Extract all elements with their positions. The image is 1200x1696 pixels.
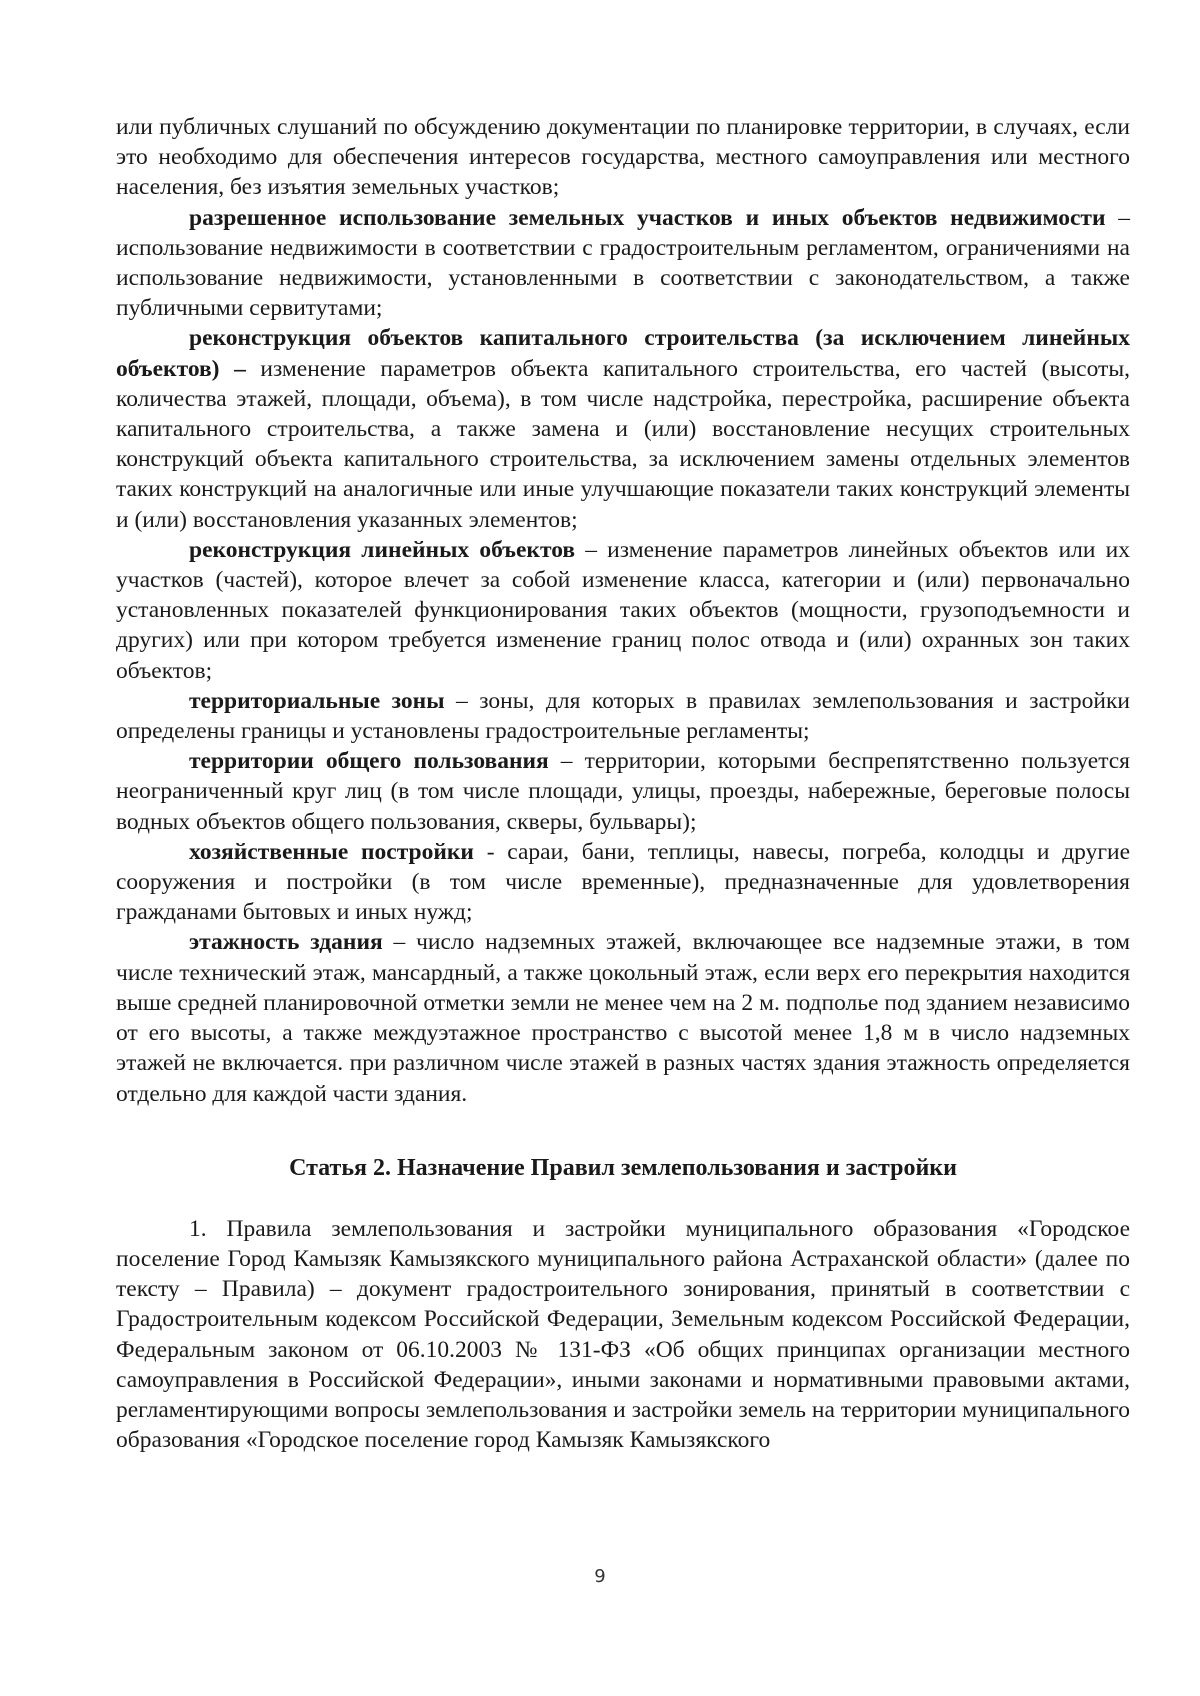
definition-text: изменение параметров линейных объектов или их участков (частей), которое влечет за собой изменение класса, категории и (или) первоначально установленных показателей функционирования таких объектов (мощности, грузоподъемности и других) или при котором требуется изменение границ полос отвода и (или) охранных зон таких объектов; [116, 536, 1130, 684]
definition-outbuildings [116, 837, 1130, 928]
definition-text: сараи, бани, теплицы, навесы, погреба, колодцы и другие сооружения и постройки (в том числе временные), предназначенные для удовлетворения гражданами бытовых и иных нужд; [116, 838, 1131, 926]
definition-separator: – [575, 536, 608, 563]
definition-separator: - [473, 838, 508, 865]
article-heading: Статья 2. Назначение Правил землепользования и застройки [289, 1154, 957, 1181]
definition-separator: – [548, 748, 585, 775]
intro-paragraph: или публичных слушаний по обсуждению документации по планировке территории, в случаях, если это необходимо для обеспечения интересов государства, местного самоуправления или местного населения, без изъятия земельных участков; [116, 114, 1130, 201]
definition-permitted-use [116, 203, 1130, 324]
definition-separator: – [382, 929, 417, 956]
definition-term: разрешенное использование земельных участков и иных объектов недвижимости [189, 204, 1106, 231]
definition-text: изменение параметров объекта капитального строительства, его частей (высоты, количества этажей, площади, объема), в том числе надстройка, перестройка, расширение объекта капитального строительства, а также замена и (или) восстановление несущих строительных конструкций объекта капитального строительства, за исключением замены отдельных элементов таких конструкций на аналогичные или иные улучшающие показатели таких конструкций элементы и (или) восстановления указанных элементов; [116, 355, 1130, 533]
definition-number-of-floors [116, 927, 1130, 1108]
definition-separator [246, 356, 261, 382]
definition-text: использование недвижимости в соответствии с градостроительным регламентом, ограничениями на использование недвижимости, установленными в соответствии с законодательством, а также публичными сервитутами; [116, 234, 1130, 322]
definition-separator: – [1105, 204, 1130, 231]
definition-separator: – [444, 687, 480, 714]
definition-term: территориальные зоны [189, 687, 445, 714]
definition-reconstruction-linear [116, 535, 1130, 686]
definition-term: территории общего пользования [189, 748, 549, 775]
definition-territorial-zones [116, 686, 1130, 746]
definition-text: территории, которыми беспрепятственно пользуется неограниченный круг лиц (в том числе площади, улицы, проезды, набережные, береговые полосы водных объектов общего пользования, скверы, бульвары); [116, 748, 1130, 835]
definition-term: реконструкция объектов капитального строительства (за исключением линейных объектов) – [116, 325, 1130, 382]
definition-reconstruction-capital [116, 323, 1130, 534]
page-number: 9 [594, 1566, 606, 1587]
definition-text: число надземных этажей, включающее все надземные этажи, в том числе технический этаж, мансардный, а также цокольный этаж, если верх его перекрытия находится выше средней планировочной отметки земли не менее чем на 2 м. подполье под зданием независимо от его высоты, а также междуэтажное пространство с высотой менее 1,8 м в число надземных этажей не включается. при различном числе этажей в разных частях здания этажность определяется отдельно для каждой части здания. [116, 929, 1130, 1107]
document-page [116, 112, 1130, 1455]
article-paragraph: 1. Правила землепользования и застройки муниципального образования «Городское поселение Город Камызяк Камызякского муниципального района Астраханской области» (далее по тексту – Правила) – документ градостроительного зонирования, принятый в соответствии с Градостроительным кодексом Российской Федерации, Земельным кодексом Российской Федерации, Федеральным законом от 06.10.2003 № 131-ФЗ «Об общих принципах организации местного самоуправления в Российской Федерации», иными законами и нормативными правовыми актами, регламентирующими вопросы землепользования и застройки земель на территории муниципального образования «Городское поселение город Камызяк Камызякского [116, 1215, 1130, 1454]
definition-term: реконструкция линейных объектов [189, 536, 576, 563]
definition-term: хозяйственные постройки [189, 838, 474, 865]
definition-public-territories [116, 746, 1130, 837]
definition-text: зоны, для которых в правилах землепользования и застройки определены границы и установлены градостроительные регламенты; [116, 687, 1130, 745]
definition-term: этажность здания [189, 929, 383, 956]
